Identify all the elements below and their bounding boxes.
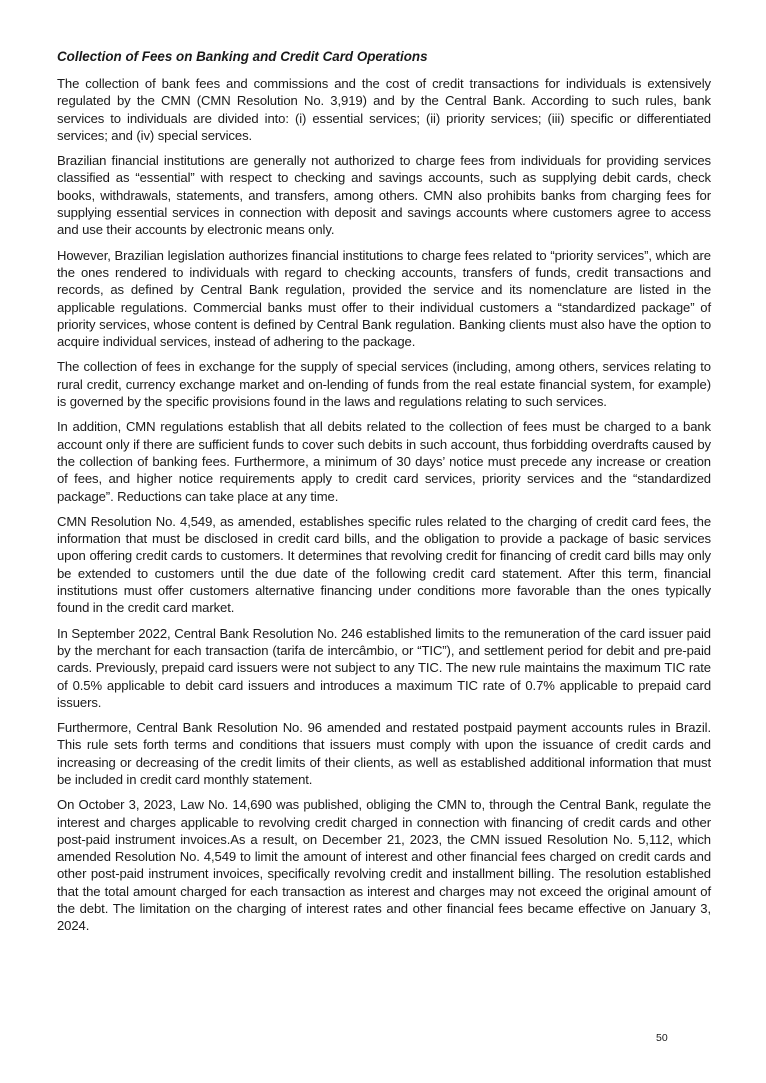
paragraph: CMN Resolution No. 4,549, as amended, establishes specific rules related to the charging of credit card fees, the information that must be disclosed in credit card bills, and the obligation to provide a package of basic services upon offering credit cards to customers. It determines that revolving credit for financing of credit card bills may only be extended to customers until the due date of the following credit card statement. After this term, financial institutions must offer customers alternative financing under conditions more favorable than the ones typically found in the credit card market. [57, 513, 711, 616]
document-body [57, 48, 711, 943]
section-heading: Collection of Fees on Banking and Credit Card Operations [57, 49, 428, 64]
paragraph: In addition, CMN regulations establish that all debits related to the collection of fees must be charged to a bank account only if there are sufficient funds to cover such debits in such account, thus forbidding overdrafts caused by the collection of banking fees. Furthermore, a minimum of 30 days’ notice must precede any increase or creation of fees, and higher notice requirements apply to credit card services, priority services and the “standardized package”. Reductions can take place at any time. [57, 419, 711, 504]
paragraph: In September 2022, Central Bank Resolution No. 246 established limits to the remuneration of the card issuer paid by the merchant for each transaction (tarifa de intercâmbio, or “TIC”), and settlement period for debit and pre-paid cards. Previously, prepaid card issuers were not subject to any TIC. The new rule maintains the maximum TIC rate of 0.5% applicable to debit card issuers and introduces a maximum TIC rate of 0.7% applicable to prepaid card issuers. [57, 625, 711, 710]
paragraph: However, Brazilian legislation authorizes financial institutions to charge fees related to “priority services”, which are the ones rendered to individuals with regard to checking accounts, transfers of funds, credit transactions and records, as defined by Central Bank regulation, provided the service and its nomenclature are listed in the applicable regulations. Commercial banks must offer to their individual customers a “standardized package” of priority services, whose content is defined by Central Bank regulation. Banking clients must also have the option to acquire individual services, instead of adhering to the package. [57, 247, 711, 350]
paragraph: Brazilian financial institutions are generally not authorized to charge fees from individuals for providing services classified as “essential” with respect to checking and savings accounts, such as supplying debit cards, check books, withdrawals, statements, and transfers, among others. CMN also prohibits banks from charging fees for supplying essential services in connection with deposit and savings accounts where customers agree to access and use their accounts by electronic means only. [57, 153, 711, 238]
page-number: 50 [656, 1032, 668, 1044]
paragraph: The collection of bank fees and commissions and the cost of credit transactions for individuals is extensively regulated by the CMN (CMN Resolution No. 3,919) and by the Central Bank. According to such rules, bank services to individuals are divided into: (i) essential services; (ii) priority services; (iii) specific or differentiated services; and (iv) special services. [57, 76, 711, 143]
paragraph: Furthermore, Central Bank Resolution No. 96 amended and restated postpaid payment accounts rules in Brazil. This rule sets forth terms and conditions that issuers must comply with upon the issuance of credit cards and increasing or decreasing of the credit limits of their clients, as well as established additional information that must be included in credit card monthly statement. [57, 720, 711, 787]
paragraph: On October 3, 2023, Law No. 14,690 was published, obliging the CMN to, through the Central Bank, regulate the interest and charges applicable to revolving credit charged in connection with financing of credit cards and other post-paid instrument invoices.As a result, on December 21, 2023, the CMN issued Resolution No. 5,112, which amended Resolution No. 4,549 to limit the amount of interest and other financial fees charged on credit cards and other post-paid instrument invoices, specifically revolving credit and installment billing. The resolution established that the total amount charged for each transaction as interest and charges may not exceed the original amount of the debt. The limitation on the charging of interest rates and other financial fees became effective on January 3, 2024. [57, 797, 711, 934]
paragraph: The collection of fees in exchange for the supply of special services (including, among others, services relating to rural credit, currency exchange market and on-lending of funds from the real estate financial system, for example) is governed by the specific provisions found in the laws and regulations relating to such services. [57, 359, 711, 410]
